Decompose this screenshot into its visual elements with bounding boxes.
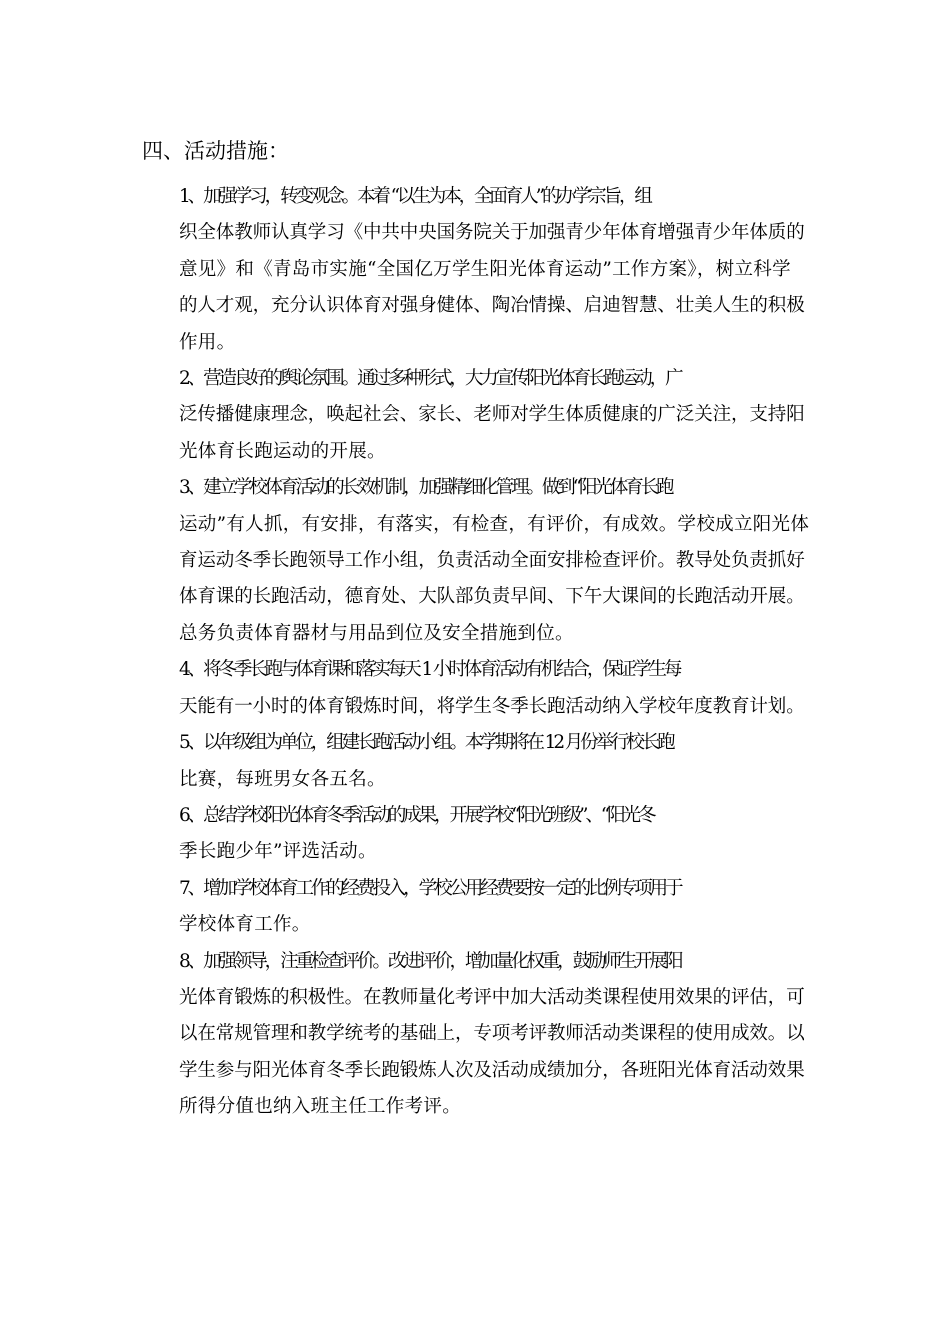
paragraph-line: 光体育锻炼的积极性。在教师量化考评中加大活动类课程使用效果的评估，可 — [179, 986, 805, 1008]
paragraph-2 — [142, 361, 808, 470]
paragraph-4 — [142, 652, 808, 725]
paragraph-line: 学生参与阳光体育冬季长跑锻炼人次及活动成绩加分，各班阳光体育活动效果 — [179, 1059, 805, 1081]
paragraph-1 — [142, 179, 808, 361]
paragraph-line: 泛传播健康理念，唤起社会、家长、老师对学生体质健康的广泛关注，支持阳 — [179, 404, 805, 426]
paragraph-6 — [142, 798, 808, 871]
paragraph-7 — [142, 871, 808, 944]
paragraph-line: 总务负责体育器材与用品到位及安全措施到位。 — [179, 622, 574, 644]
paragraph-line: 育运动冬季长跑领导工作小组，负责活动全面安排检查评价。教导处负责抓好 — [179, 550, 805, 572]
paragraph-line: 体育课的长跑活动，德育处、大队部负责早间、下午大课间的长跑活动开展。 — [179, 586, 805, 608]
paragraph-5 — [142, 725, 808, 798]
paragraph-line: 天能有一小时的体育锻炼时间，将学生冬季长跑活动纳入学校年度教育计划。 — [179, 695, 805, 717]
paragraph-line: 学校体育工作。 — [179, 914, 311, 936]
paragraph-line: 作用。 — [179, 331, 236, 353]
paragraph-line: 7、增加学校体育工作的经费投入，学校公用经费要按一定的比例专项用于 — [179, 877, 681, 899]
paragraph-8 — [142, 944, 808, 1126]
paragraph-line: 1、加强学习，转变观念。本着 “以生为本，全面育人”的办学宗旨，组 — [179, 186, 650, 207]
paragraph-3 — [142, 470, 808, 652]
section-heading: 四、活动措施： — [142, 139, 289, 163]
paragraph-line: 季长跑少年”评选活动。 — [179, 841, 377, 863]
paragraph-line: 比赛，每班男女各五名。 — [179, 768, 386, 790]
paragraph-line: 织全体教师认真学习《中共中央国务院关于加强青少年体育增强青少年体质的 — [179, 222, 805, 244]
paragraph-line: 3、建立学校体育活动的长效机制，加强精细化管理。做到“阳光体育长跑 — [179, 477, 672, 499]
document-body — [142, 133, 808, 1126]
paragraph-line: 4、将冬季长跑与体育课和落实每天 1 小时体育活动有机结合，保证学生每 — [179, 659, 680, 681]
paragraph-line: 光体育长跑运动的开展。 — [179, 440, 386, 462]
paragraph-line: 6、总结学校阳光体育冬季活动的成果，开展学校“阳光班级”、“阳光冬 — [179, 804, 654, 826]
paragraph-line: 运动”有人抓，有安排，有落实，有检查，有评价，有成效。学校成立阳光体 — [179, 513, 810, 535]
paragraph-line: 5、以年级组为单位，组建长跑活动小组。本学期将在 12 月份举行校长跑 — [179, 732, 673, 754]
paragraph-line: 所得分值也纳入班主任工作考评。 — [179, 1096, 462, 1118]
paragraph-line: 2、营造良好的舆论氛围。通过多种形式，大力宣传阳光体育长跑运动，广 — [179, 368, 681, 390]
paragraph-line: 以在常规管理和教学统考的基础上，专项考评教师活动类课程的使用成效。以 — [179, 1023, 805, 1045]
paragraph-line: 8、加强领导，注重检查评价。改进评价，增加量化权重，鼓励师生开展阳 — [179, 950, 681, 972]
paragraph-line: 意见》和《青岛市实施“全国亿万学生阳光体育运动”工作方案》，树立科学 — [179, 258, 791, 280]
paragraph-list — [142, 179, 808, 1126]
paragraph-line: 的人才观，充分认识体育对强身健体、陶冶情操、启迪智慧、壮美人生的积极 — [179, 295, 805, 317]
